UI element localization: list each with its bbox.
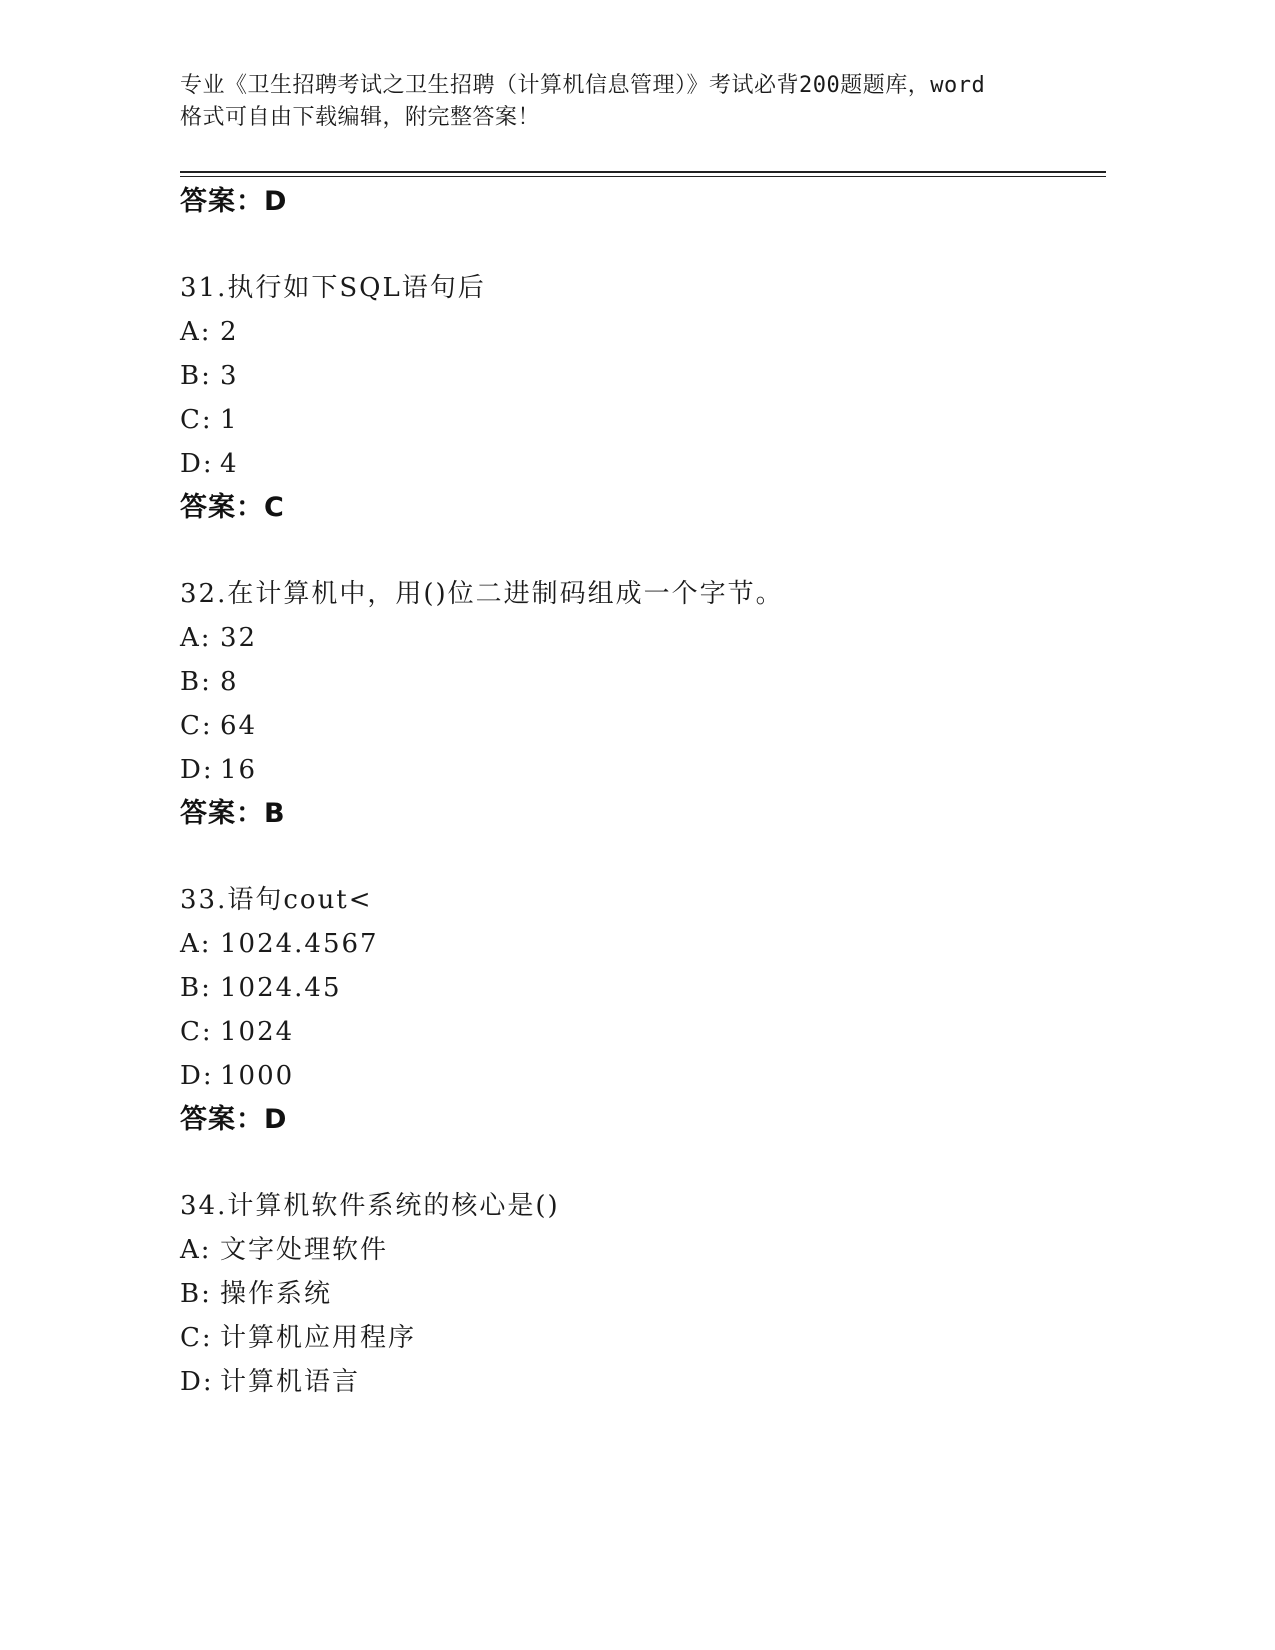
answer-option: [180, 354, 1100, 398]
option-letter: B:: [180, 1279, 212, 1309]
answer-option: [180, 748, 1100, 792]
option-letter: C:: [180, 1017, 213, 1047]
option-text: 文字处理软件: [220, 1235, 389, 1265]
answer-option: [180, 1228, 1100, 1272]
option-letter: C:: [180, 405, 213, 435]
option-letter: D:: [180, 755, 214, 785]
block-spacer: [180, 530, 1100, 572]
option-letter: B:: [180, 667, 212, 697]
option-text: 计算机应用程序: [220, 1323, 417, 1353]
option-text: 64: [220, 711, 258, 741]
answer-option: [180, 660, 1100, 704]
question-stem: 33.语句cout<: [180, 885, 373, 915]
answer-option: [180, 398, 1100, 442]
option-text: 1024.4567: [220, 929, 379, 959]
option-letter: B:: [180, 361, 212, 391]
question-stem: 31.执行如下SQL语句后: [180, 273, 486, 303]
header-line-1: 专业《卫生招聘考试之卫生招聘（计算机信息管理）》考试必背200题题库，word: [180, 73, 986, 98]
option-letter: D:: [180, 1367, 214, 1397]
option-text: 2: [220, 317, 239, 347]
header-line-2: 格式可自由下载编辑，附完整答案！: [180, 105, 541, 130]
answer-line: 答案：D: [180, 1104, 288, 1135]
option-text: 1000: [220, 1061, 295, 1091]
document-header: [180, 70, 1100, 134]
answer-option: [180, 1010, 1100, 1054]
answer-option: [180, 1360, 1100, 1404]
answer-option: [180, 1316, 1100, 1360]
answer-line: 答案：D: [180, 186, 288, 217]
option-letter: A:: [180, 623, 212, 653]
option-text: 32: [220, 623, 258, 653]
answer-option: [180, 442, 1100, 486]
option-letter: A:: [180, 929, 212, 959]
option-letter: B:: [180, 973, 212, 1003]
header-rule-thick: [180, 171, 1106, 173]
answer-option: [180, 922, 1100, 966]
header-rule-thin: [180, 176, 1106, 177]
option-letter: D:: [180, 449, 214, 479]
option-letter: D:: [180, 1061, 214, 1091]
option-letter: C:: [180, 1323, 213, 1353]
option-letter: A:: [180, 1235, 212, 1265]
answer-option: [180, 704, 1100, 748]
option-text: 1024.45: [220, 973, 342, 1003]
option-text: 1: [220, 405, 239, 435]
answer-option: [180, 1054, 1100, 1098]
block-spacer: [180, 1142, 1100, 1184]
answer-option: [180, 310, 1100, 354]
block-spacer: [180, 224, 1100, 266]
answer-option: [180, 1272, 1100, 1316]
option-text: 3: [220, 361, 239, 391]
block-spacer: [180, 836, 1100, 878]
option-text: 8: [220, 667, 239, 697]
answer-option: [180, 616, 1100, 660]
option-letter: C:: [180, 711, 213, 741]
option-letter: A:: [180, 317, 212, 347]
option-text: 操作系统: [220, 1279, 333, 1309]
answer-option: [180, 966, 1100, 1010]
question-list: [180, 180, 1100, 1404]
answer-line: 答案：B: [180, 798, 286, 829]
answer-line: 答案：C: [180, 492, 285, 523]
option-text: 1024: [220, 1017, 295, 1047]
option-text: 4: [220, 449, 239, 479]
option-text: 计算机语言: [220, 1367, 361, 1397]
option-text: 16: [220, 755, 258, 785]
question-stem: 32.在计算机中，用()位二进制码组成一个字节。: [180, 579, 784, 609]
question-stem: 34.计算机软件系统的核心是(): [180, 1191, 560, 1221]
